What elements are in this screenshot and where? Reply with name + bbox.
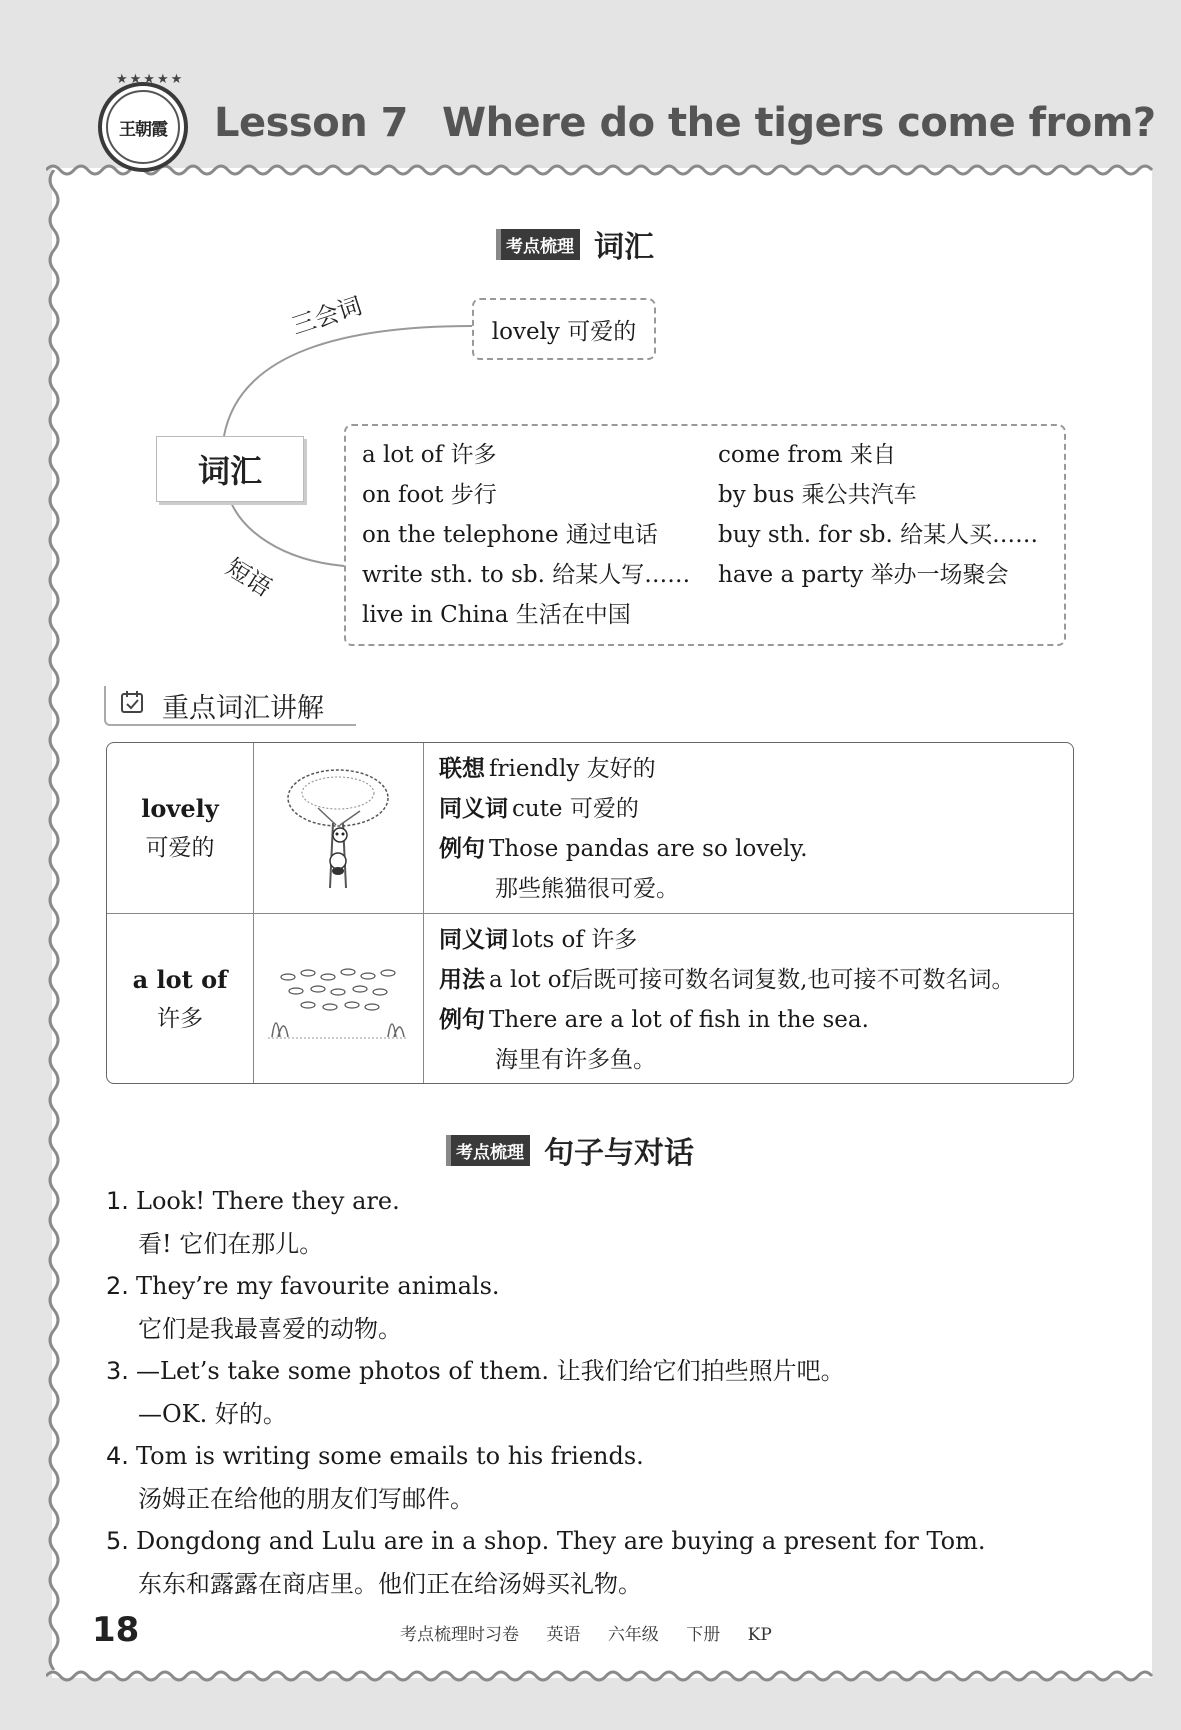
key-vocab-table bbox=[106, 742, 1074, 1084]
sentence-cn: —OK. 好的。 bbox=[138, 1399, 287, 1428]
footer-item: 下册 bbox=[686, 1625, 721, 1645]
footer-item: 六年级 bbox=[607, 1625, 659, 1645]
phrase-item: write sth. to sb. 给某人写…… bbox=[362, 562, 691, 588]
phrase-item: by bus 乘公共汽车 bbox=[718, 482, 917, 508]
sentence-list bbox=[106, 1180, 985, 1605]
school-of-fish-icon bbox=[268, 959, 408, 1039]
phrase-item: buy sth. for sb. 给某人买…… bbox=[718, 522, 1039, 548]
panda-in-tree-icon bbox=[278, 763, 398, 893]
wavy-border-left bbox=[46, 170, 62, 1670]
sanhui-box bbox=[472, 298, 656, 360]
word-cell bbox=[107, 914, 254, 1084]
page-number: 18 bbox=[92, 1610, 140, 1650]
phrase-item: on the telephone 通过电话 bbox=[362, 522, 658, 548]
word-cell bbox=[107, 743, 254, 913]
wavy-border-bottom bbox=[46, 1668, 1158, 1684]
section-header-sentences bbox=[446, 1128, 694, 1172]
lesson-label: Lesson 7 bbox=[214, 100, 408, 146]
section-title: 词汇 bbox=[594, 230, 654, 265]
explanation-line: 联想 friendly 友好的 bbox=[439, 756, 656, 782]
logo-text: 王朝霞 bbox=[106, 90, 180, 164]
sentence-cn: 它们是我最喜爱的动物。 bbox=[138, 1314, 402, 1343]
sentence-en: 5. Dongdong and Lulu are in a shop. They are buying a present for Tom. bbox=[106, 1527, 986, 1555]
sentence-cn: 汤姆正在给他的朋友们写邮件。 bbox=[138, 1484, 474, 1513]
illustration-cell bbox=[253, 743, 424, 913]
section-tag: 考点梳理 bbox=[446, 1135, 530, 1166]
table-row bbox=[107, 743, 1073, 914]
calendar-check-icon bbox=[120, 690, 144, 714]
explanation-cell bbox=[425, 743, 1073, 913]
phrase-item: have a party 举办一场聚会 bbox=[718, 562, 1009, 588]
explanation-line: 用法 a lot of后既可接可数名词复数,也可接不可数名词。 bbox=[439, 967, 1015, 993]
section-tag: 考点梳理 bbox=[496, 229, 580, 260]
table-row bbox=[107, 914, 1073, 1084]
sentence-en: 4. Tom is writing some emails to his friends. bbox=[106, 1442, 644, 1470]
word-cn: 可爱的 bbox=[145, 835, 215, 861]
phrases-box bbox=[344, 424, 1066, 646]
word-en: a lot of bbox=[132, 965, 228, 994]
phrase-item: live in China 生活在中国 bbox=[362, 602, 631, 628]
phrase-item: come from 来自 bbox=[718, 442, 896, 468]
key-vocab-header bbox=[104, 686, 356, 726]
explanation-line: 例句 Those pandas are so lovely. bbox=[439, 836, 808, 862]
page-footer bbox=[400, 1620, 794, 1645]
explanation-line: 同义词 lots of 许多 bbox=[439, 927, 638, 953]
footer-item: 考点梳理时习卷 bbox=[400, 1625, 519, 1645]
footer-item: KP bbox=[747, 1625, 772, 1645]
publisher-logo bbox=[98, 72, 188, 172]
explanation-line: 同义词 cute 可爱的 bbox=[439, 796, 639, 822]
stars-icon: ★★★★★ bbox=[116, 72, 185, 87]
section-header-vocab bbox=[496, 222, 654, 266]
sentence-en: 2. They’re my favourite animals. bbox=[106, 1272, 500, 1300]
word-en: lovely bbox=[141, 794, 219, 823]
mindmap-center: 词汇 bbox=[156, 436, 304, 502]
explanation-line: 例句 There are a lot of fish in the sea. bbox=[439, 1007, 869, 1033]
lesson-name: Where do the tigers come from? bbox=[441, 100, 1156, 146]
explanation-line: 海里有许多鱼。 bbox=[495, 1047, 656, 1073]
branch-label-duanyu: 短语 bbox=[220, 553, 277, 603]
page-title bbox=[214, 100, 1156, 146]
sentence-cn: 看! 它们在那儿。 bbox=[138, 1229, 324, 1258]
sanhui-item: lovely 可爱的 bbox=[491, 318, 637, 345]
phrase-item: on foot 步行 bbox=[362, 482, 497, 508]
wavy-border-top bbox=[46, 162, 1158, 178]
explanation-cell bbox=[425, 914, 1073, 1084]
phrase-item: a lot of 许多 bbox=[362, 442, 497, 468]
explanation-line: 那些熊猫很可爱。 bbox=[495, 876, 679, 902]
branch-label-sanhui: 三会词 bbox=[288, 291, 366, 341]
key-vocab-title: 重点词汇讲解 bbox=[162, 693, 324, 724]
footer-item: 英语 bbox=[546, 1625, 581, 1645]
sentence-en: 3. —Let’s take some photos of them. 让我们给它们拍些照片吧。 bbox=[106, 1357, 845, 1385]
vocab-mindmap bbox=[150, 290, 1080, 650]
word-cn: 许多 bbox=[157, 1006, 203, 1032]
section-title: 句子与对话 bbox=[544, 1136, 694, 1171]
illustration-cell bbox=[253, 914, 424, 1084]
sentence-cn: 东东和露露在商店里。他们正在给汤姆买礼物。 bbox=[138, 1569, 642, 1598]
sentence-en: 1. Look! There they are. bbox=[106, 1187, 400, 1215]
